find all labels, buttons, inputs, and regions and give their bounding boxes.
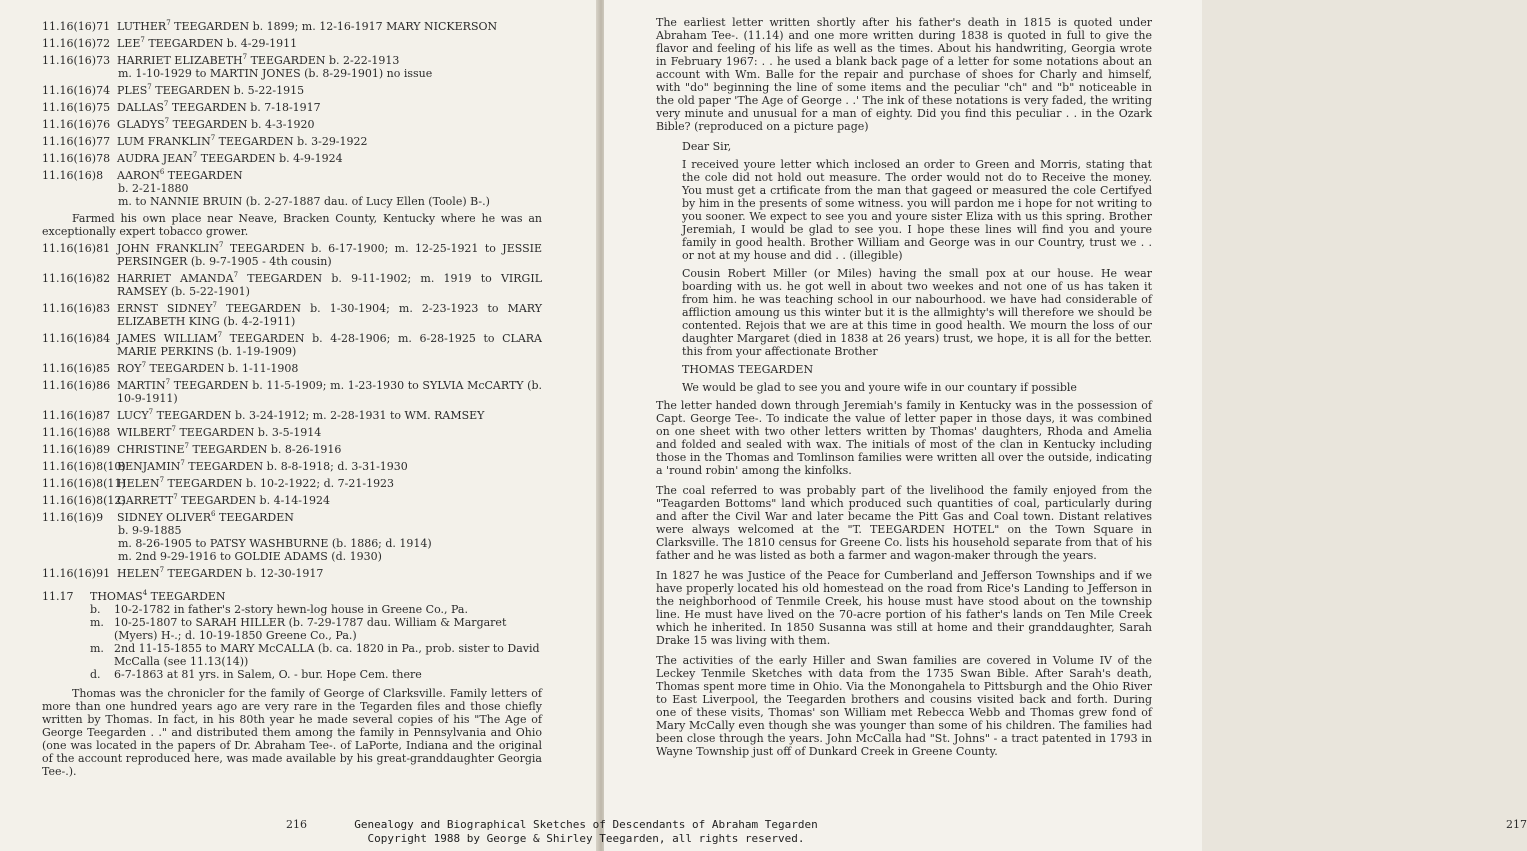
entry-text: HARRIET AMANDA$^7$ TEEGARDEN b. 9-11-1902; m. 1919 to VIRGIL RAMSEY (b. 5-22-1901): [117, 271, 542, 298]
entry-text: SIDNEY OLIVER$^6$ TEEGARDEN: [117, 510, 294, 524]
letter-salutation: Dear Sir,: [682, 140, 732, 153]
generation-number: 7: [219, 241, 224, 249]
entry-text: HELEN$^7$ TEEGARDEN b. 12-30-1917: [117, 566, 324, 580]
generation-number: 7: [173, 493, 178, 501]
left-column: [42, 20, 542, 782]
entry-text: GLADYS$^7$ TEEGARDEN b. 4-3-1920: [117, 117, 315, 131]
genealogy-entry: [42, 443, 542, 456]
entry-text: LUTHER$^7$ TEEGARDEN b. 1899; m. 12-16-1917 MARY NICKERSON: [117, 19, 498, 33]
right-page: [604, 0, 1527, 851]
entry-biography: Thomas was the chronicler for the family of George of Clarksville. Family letters of more than one hundred years ago are very rare in the Tegarden files and those chiefly written by Thomas. In fact, in his 80th year he made several copies of his "The Age of George Teegarden . ." and distributed them among the family in Pennsylvania and Ohio (one was located in the papers of Dr. Abraham Tee-. of LaPorte, Indiana and the original of the account reproduced here, was made available by his great-granddaughter Georgia Tee-.).: [42, 687, 542, 778]
generation-number: 6: [211, 510, 216, 518]
genealogy-entry: [42, 242, 542, 268]
entry-detail: m. to NANNIE BRUIN (b. 2-27-1887 dau. of Lucy Ellen (Toole) B-.): [118, 195, 490, 208]
genealogy-entry: [42, 426, 542, 439]
entry-text: PLES$^7$ TEEGARDEN b. 5-22-1915: [117, 83, 305, 97]
left-page: [0, 0, 598, 851]
entry-code: 11.17: [42, 590, 74, 603]
entry-detail: m. 2nd 9-29-1916 to GOLDIE ADAMS (d. 1930): [118, 550, 382, 563]
entry-text: LUCY$^7$ TEEGARDEN b. 3-24-1912; m. 2-28-1931 to WM. RAMSEY: [117, 408, 485, 422]
entry-code: 11.16(16)74: [42, 84, 111, 97]
genealogy-entry: [42, 477, 542, 490]
letter-postscript: We would be glad to see you and youre wife in our countary if possible: [682, 381, 1077, 394]
entry-code: 11.16(16)73: [42, 54, 111, 67]
entry-detail: [42, 668, 542, 681]
generation-number: 6: [159, 168, 165, 176]
genealogy-entry: [42, 332, 542, 358]
genealogy-entry: [42, 494, 542, 507]
entry-code: 11.16(16)91: [42, 567, 111, 580]
entry-text: GARRETT$^7$ TEEGARDEN b. 4-14-1924: [117, 493, 331, 507]
entry-biography: Farmed his own place near Neave, Bracken County, Kentucky where he was an exceptionally expert tobacco grower.: [42, 212, 542, 238]
entry-text: AUDRA JEAN$^7$ TEEGARDEN b. 4-9-1924: [117, 151, 343, 165]
detail-label: m.: [90, 616, 104, 629]
entry-code: 11.16(16)78: [42, 152, 111, 165]
entry-text: THOMAS$^4$ TEEGARDEN: [90, 589, 226, 603]
entry-text: JOHN FRANKLIN$^7$ TEEGARDEN b. 6-17-1900; m. 12-25-1921 to JESSIE PERSINGER (b. 9-7-1905 - 4th cousin): [117, 241, 542, 268]
entry-code: 11.16(16)76: [42, 118, 111, 131]
generation-number: 7: [159, 476, 165, 484]
generation-number: 7: [192, 151, 198, 159]
generation-number: 7: [163, 100, 169, 108]
entry-detail: m. 8-26-1905 to PATSY WASHBURNE (b. 1886; d. 1914): [118, 537, 432, 550]
genealogy-entry: [42, 362, 542, 375]
body-paragraph: The letter handed down through Jeremiah's family in Kentucky was in the possession of Capt. George Tee-. To indicate the value of letter paper in those days, it was combined on one sheet with two other letters written by Thomas' daughters, Rhoda and Amelia and folded and sealed with wax. The initials of most of the clan in Kentucky including those in the Thomas and Tomlinson families were written all over the outside, indicating a 'round robin' among the kinfolks.: [656, 399, 1152, 477]
genealogy-entry: [42, 169, 542, 208]
letter: [656, 140, 1152, 394]
generation-number: 7: [141, 361, 147, 369]
page-number-right: 217: [1506, 818, 1527, 831]
entry-text: ERNST SIDNEY$^7$ TEEGARDEN b. 1-30-1904; m. 2-23-1923 to MARY ELIZABETH KING (b. 4-2-1911): [117, 301, 542, 328]
genealogy-entry: [42, 567, 542, 580]
entry-code: 11.16(16)81: [42, 242, 111, 255]
entry-code: 11.16(16)77: [42, 135, 111, 148]
genealogy-entry: [42, 409, 542, 422]
genealogy-entry: [42, 272, 542, 298]
genealogy-entry: [42, 84, 542, 97]
entry-detail: [42, 603, 542, 616]
entry-code: 11.16(16)88: [42, 426, 111, 439]
detail-label: m.: [90, 642, 104, 655]
entry-code: 11.16(16)87: [42, 409, 111, 422]
generation-number: 7: [148, 408, 154, 416]
entry-code: 11.16(16)84: [42, 332, 111, 345]
body-paragraph: The activities of the early Hiller and Swan families are covered in Volume IV of the Leckey Tenmile Sketches with data from the 1735 Swan Bible. After Sarah's death, Thomas spent more time in Ohio. Via the Monongahela to Pittsburgh and the Ohio River to East Liverpool, the Teegarden brothers and cousins visited back and forth. During one of these visits, Thomas' son William met Rebecca Webb and Thomas grew fond of Mary McCally even though she was younger than some of his children. The families had been close through the years. John McCalla had "St. Johns" - a tract patented in 1793 in Wayne Township just off of Dunkard Creek in Greene County.: [656, 654, 1152, 758]
genealogy-entry: [42, 460, 542, 473]
generation-number: 4: [142, 589, 148, 597]
entry-code: 11.16(16)83: [42, 302, 111, 315]
entry-text: ROY$^7$ TEEGARDEN b. 1-11-1908: [117, 361, 299, 375]
generation-number: 7: [140, 36, 145, 44]
entry-code: 11.16(16)8(11): [42, 477, 126, 490]
entry-text: AARON$^6$ TEEGARDEN: [117, 168, 243, 182]
genealogy-entry: [42, 118, 542, 131]
genealogy-entry: [42, 511, 542, 563]
detail-value: 2nd 11-15-1855 to MARY McCALLA (b. ca. 1820 in Pa., prob. sister to David McCalla (see 11.13(14)): [114, 642, 540, 668]
genealogy-entry: [42, 101, 542, 114]
entry-text: LEE$^7$ TEEGARDEN b. 4-29-1911: [117, 36, 298, 50]
generation-number: 7: [242, 53, 248, 61]
footer: [306, 818, 866, 846]
entry-code: 11.16(16)8(10): [42, 460, 126, 473]
genealogy-entry: [42, 152, 542, 165]
entry-code: 11.16(16)75: [42, 101, 111, 114]
entry-detail: m. 1-10-1929 to MARTIN JONES (b. 8-29-1901) no issue: [118, 67, 433, 80]
entry-text: LUM FRANKLIN$^7$ TEEGARDEN b. 3-29-1922: [117, 134, 368, 148]
entry-text: HELEN$^7$ TEEGARDEN b. 10-2-1922; d. 7-21-1923: [117, 476, 395, 490]
generation-number: 7: [217, 331, 223, 339]
detail-label: b.: [90, 603, 101, 616]
detail-value: 10-2-1782 in father's 2-story hewn-log house in Greene Co., Pa.: [114, 603, 468, 616]
intro-paragraph: The earliest letter written shortly after his father's death in 1815 is quoted under Abraham Tee-. (11.14) and one more written during 1838 is quoted in full to give the flavor and feeling of his life as well as the times. About his handwriting, Georgia wrote in February 1967: . . he used a blank back page of a letter for some notations about an account with Wm. Balle for the repair and purchase of shoes for Charly and himself, with "do" beginning the line of some items and the peculiar "ch" and "b" noticeable in the old paper 'The Age of George . .' The ink of these notations is very faded, the writing very minute and unusual for a man of eighty. Did you find this peculiar . . in the Ozark Bible? (reproduced on a picture page): [656, 16, 1152, 133]
entry-code: 11.16(16)85: [42, 362, 111, 375]
entry-detail: [42, 642, 542, 668]
entry-code: 11.16(16)8: [42, 169, 104, 182]
generation-number: 7: [159, 566, 165, 574]
body-paragraph: In 1827 he was Justice of the Peace for Cumberland and Jefferson Townships and if we have properly located his old homestead on the road from Rice's Landing to Jefferson in the neighborhood of Tenmile Creek, his house must have stood about on the township line. He must have lived on the 70-acre portion of his father's lands on Ten Mile Creek which he inherited. In 1850 Susanna was still at home and their granddaughter, Sarah Drake 15 was living with them.: [656, 569, 1152, 647]
page-number-left: 216: [286, 818, 307, 831]
right-column: [656, 16, 1152, 765]
entry-text: HARRIET ELIZABETH$^7$ TEEGARDEN b. 2-22-1913: [117, 53, 400, 67]
entry-code: 11.16(16)8(12): [42, 494, 126, 507]
generation-number: 7: [147, 83, 152, 91]
letter-signature: THOMAS TEEGARDEN: [682, 363, 814, 376]
letter-paragraph: I received youre letter which inclosed an order to Green and Morris, stating that the cole did not hold out measure. The order would not do to Receive the money. You must get a crtificate from the man that gageed or measured the cole Certifyed by him in the presents of some witness. you will pardon me i hope for not writing to you sooner. We expect to see you and youre sister Eliza with us this spring. Brother Jeremiah, I would be glad to see you. I hope these lines will find you and youre family in good health. Brother William and George was in our Country, trust we . . or not at my house and did . . (illegible): [682, 158, 1152, 262]
generation-number: 7: [171, 425, 176, 433]
generation-number: 7: [166, 19, 171, 27]
entry-code: 11.16(16)9: [42, 511, 104, 524]
genealogy-entry: [42, 135, 542, 148]
generation-number: 7: [165, 378, 171, 386]
entry-code: 11.16(16)72: [42, 37, 111, 50]
entry-text: CHRISTINE$^7$ TEEGARDEN b. 8-26-1916: [117, 442, 342, 456]
detail-value: 10-25-1807 to SARAH HILLER (b. 7-29-1787 dau. William & Margaret (Myers) H-.; d. 10-19-1850 Greene Co., Pa.): [114, 616, 507, 642]
entry-detail: [42, 616, 542, 642]
entry-text: DALLAS$^7$ TEEGARDEN b. 7-18-1917: [117, 100, 321, 114]
entry-text: WILBERT$^7$ TEEGARDEN b. 3-5-1914: [117, 425, 322, 439]
genealogy-entry: [42, 37, 542, 50]
generation-number: 7: [210, 134, 216, 142]
entry-text: BENJAMIN$^7$ TEEGARDEN b. 8-8-1918; d. 3-31-1930: [117, 459, 408, 473]
footer-title: Genealogy and Biographical Sketches of Descendants of Abraham Tegarden: [354, 818, 818, 831]
entry-text: MARTIN$^7$ TEEGARDEN b. 11-5-1909; m. 1-23-1930 to SYLVIA McCARTY (b. 10-9-1911): [117, 378, 542, 405]
entry-text: JAMES WILLIAM$^7$ TEEGARDEN b. 4-28-1906; m. 6-28-1925 to CLARA MARIE PERKINS (b. 1-19-1909): [117, 331, 543, 358]
genealogy-entry: [42, 379, 542, 405]
generation-number: 7: [180, 459, 185, 467]
entry-detail: b. 2-21-1880: [118, 182, 189, 195]
genealogy-entry: [42, 20, 542, 33]
generation-number: 7: [184, 442, 189, 450]
entry-code: 11.16(16)71: [42, 20, 111, 33]
generation-number: 7: [233, 271, 239, 279]
entry-code: 11.16(16)86: [42, 379, 111, 392]
detail-label: d.: [90, 668, 101, 681]
genealogy-entry: [42, 54, 542, 80]
generation-number: 7: [212, 301, 217, 309]
entry-code: 11.16(16)82: [42, 272, 111, 285]
entry-detail: b. 9-9-1885: [118, 524, 182, 537]
detail-value: 6-7-1863 at 81 yrs. in Salem, O. - bur. Hope Cem. there: [114, 668, 422, 681]
genealogy-entry-thomas: [42, 590, 542, 681]
body-paragraph: The coal referred to was probably part of the livelihood the family enjoyed from the "Teagarden Bottoms" land which produced such quantities of coal, particularly during and after the Civil War and later became the Pitt Gas and Coal town. Distant relatives were always welcomed at the "T. TEEGARDEN HOTEL" on the Town Square in Clarksville. The 1810 census for Greene Co. lists his household separate from that of his father and he was listed as both a farmer and wagon-maker through the years.: [656, 484, 1152, 562]
entry-code: 11.16(16)89: [42, 443, 111, 456]
genealogy-entry: [42, 302, 542, 328]
generation-number: 7: [164, 117, 170, 125]
footer-copyright: Copyright 1988 by George & Shirley Teegarden, all rights reserved.: [367, 832, 805, 845]
letter-paragraph: Cousin Robert Miller (or Miles) having the small pox at our house. He wear boarding with us. he got well in about two weekes and not one of us has taken it from him. he was teaching school in our nabourhood. we have had considerable of affliction amoung us this winter but it is the allmighty's will therefore we should be contented. Rejois that we are at this time in good health. We mourn the loss of our daughter Margaret (died in 1838 at 26 years) trust, we hope, it is all for the better. this from your affectionate Brother: [682, 267, 1152, 358]
